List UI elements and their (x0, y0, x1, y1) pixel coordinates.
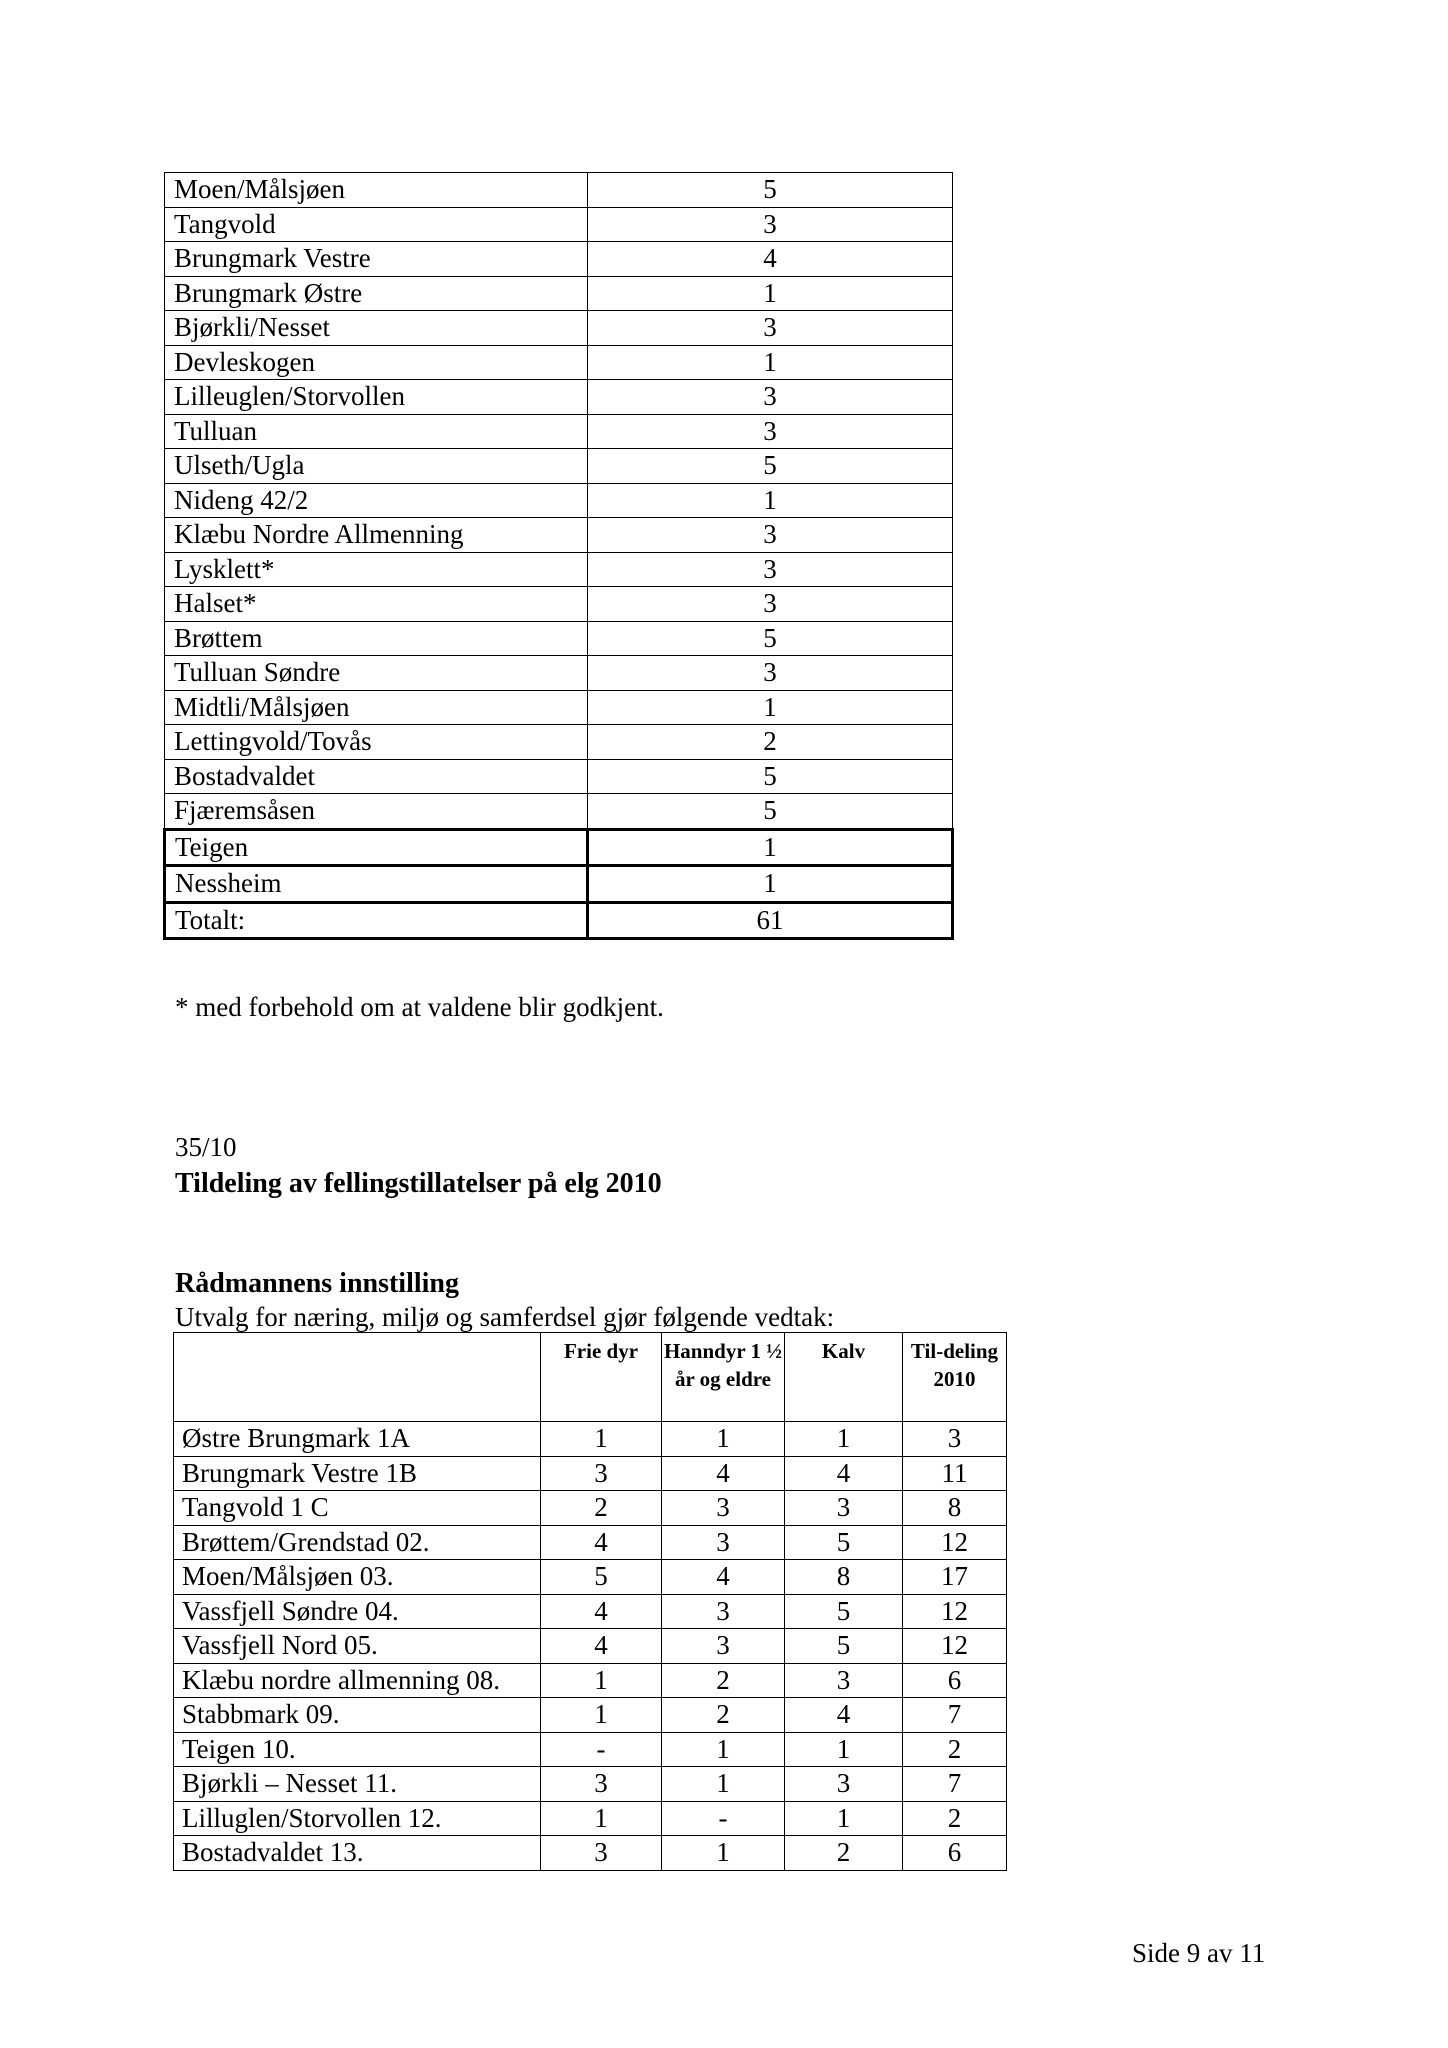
table-row (165, 587, 953, 622)
case-number: 35/10 (175, 1132, 237, 1162)
table-row (165, 276, 953, 311)
area-name-cell: Lilluglen/Storvollen 12. (174, 1801, 541, 1836)
area-value-cell: 3 (588, 552, 953, 587)
quota-cell: 7 (903, 1698, 1007, 1733)
table-row (165, 483, 953, 518)
quota-cell: 1 (662, 1836, 785, 1871)
table-row (165, 621, 953, 656)
area-value-cell: 3 (588, 587, 953, 622)
quota-cell: 3 (662, 1491, 785, 1526)
area-name-cell: Vassfjell Søndre 04. (174, 1594, 541, 1629)
quota-cell: 1 (785, 1801, 903, 1836)
area-value-cell: 61 (588, 902, 953, 939)
area-name-cell: Devleskogen (165, 345, 588, 380)
quota-cell: 5 (785, 1525, 903, 1560)
area-value-cell: 3 (588, 656, 953, 691)
quota-cell: 4 (662, 1456, 785, 1491)
area-name-cell: Moen/Målsjøen (165, 173, 588, 208)
quota-cell: 1 (785, 1732, 903, 1767)
quota-cell: 3 (541, 1767, 662, 1802)
hunting-area-table (163, 172, 954, 940)
area-name-cell: Brungmark Østre (165, 276, 588, 311)
quota-cell: 4 (541, 1594, 662, 1629)
quota-cell: 2 (903, 1732, 1007, 1767)
area-value-cell: 5 (588, 449, 953, 484)
table-row (174, 1629, 1007, 1664)
quota-cell: 2 (662, 1698, 785, 1733)
area-value-cell: 3 (588, 518, 953, 553)
area-value-cell: 2 (588, 725, 953, 760)
area-name-cell: Lysklett* (165, 552, 588, 587)
area-name-cell: Tangvold 1 C (174, 1491, 541, 1526)
quota-cell: 4 (662, 1560, 785, 1595)
area-value-cell: 1 (588, 345, 953, 380)
table-row (165, 518, 953, 553)
table-row (174, 1663, 1007, 1698)
area-name-cell: Klæbu nordre allmenning 08. (174, 1663, 541, 1698)
area-name-cell: Lettingvold/Tovås (165, 725, 588, 760)
quota-cell: 11 (903, 1456, 1007, 1491)
quota-cell: 5 (541, 1560, 662, 1595)
quota-cell: 5 (785, 1594, 903, 1629)
area-value-cell: 5 (588, 759, 953, 794)
quota-cell: 1 (541, 1663, 662, 1698)
recommendation-heading: Rådmannens innstilling (175, 1268, 459, 1299)
area-name-cell: Ulseth/Ugla (165, 449, 588, 484)
table-row (165, 173, 953, 208)
area-value-cell: 4 (588, 242, 953, 277)
table-row (165, 552, 953, 587)
quota-cell: 6 (903, 1836, 1007, 1871)
area-name-cell: Brøttem (165, 621, 588, 656)
table-row (165, 345, 953, 380)
area-value-cell: 5 (588, 621, 953, 656)
quota-cell: 3 (785, 1491, 903, 1526)
quota-cell: 3 (541, 1836, 662, 1871)
table-header-row (174, 1333, 1007, 1422)
area-name-cell: Bjørkli/Nesset (165, 311, 588, 346)
area-name-cell: Bostadvaldet 13. (174, 1836, 541, 1871)
table-row (174, 1491, 1007, 1526)
quota-cell: 8 (903, 1491, 1007, 1526)
quota-cell: 3 (785, 1767, 903, 1802)
area-name-cell: Tangvold (165, 207, 588, 242)
quota-cell: 3 (662, 1629, 785, 1664)
quota-cell: 3 (903, 1422, 1007, 1457)
quota-cell: 8 (785, 1560, 903, 1595)
quota-cell: 1 (662, 1422, 785, 1457)
area-name-cell: Klæbu Nordre Allmenning (165, 518, 588, 553)
quota-cell: 3 (541, 1456, 662, 1491)
quota-cell: 4 (785, 1698, 903, 1733)
area-name-cell: Nessheim (165, 866, 588, 903)
table-row (165, 794, 953, 830)
table-row (165, 449, 953, 484)
area-name-cell: Teigen (165, 829, 588, 866)
area-name-cell: Fjæremsåsen (165, 794, 588, 830)
table-row (165, 866, 953, 903)
area-name-cell: Teigen 10. (174, 1732, 541, 1767)
table-row (165, 829, 953, 866)
area-value-cell: 3 (588, 311, 953, 346)
column-header (174, 1333, 541, 1422)
area-name-cell: Stabbmark 09. (174, 1698, 541, 1733)
area-name-cell: Nideng 42/2 (165, 483, 588, 518)
area-value-cell: 3 (588, 414, 953, 449)
table-row (165, 759, 953, 794)
quota-cell: 2 (662, 1663, 785, 1698)
quota-cell: 1 (541, 1422, 662, 1457)
table-row (174, 1560, 1007, 1595)
area-value-cell: 1 (588, 866, 953, 903)
area-name-cell: Tulluan (165, 414, 588, 449)
area-value-cell: 3 (588, 380, 953, 415)
case-title: Tildeling av fellingstillatelser på elg 2010 (175, 1168, 662, 1199)
quota-cell: 3 (662, 1594, 785, 1629)
quota-cell: 12 (903, 1525, 1007, 1560)
quota-cell: 4 (785, 1456, 903, 1491)
quota-cell: 1 (541, 1698, 662, 1733)
area-name-cell: Moen/Målsjøen 03. (174, 1560, 541, 1595)
area-value-cell: 1 (588, 276, 953, 311)
table-row (174, 1767, 1007, 1802)
quota-cell: 2 (903, 1801, 1007, 1836)
table-row (165, 207, 953, 242)
recommendation-text: Utvalg for næring, miljø og samferdsel gjør følgende vedtak: (175, 1302, 835, 1332)
quota-cell: - (541, 1732, 662, 1767)
quota-cell: 3 (662, 1525, 785, 1560)
area-name-cell: Tulluan Søndre (165, 656, 588, 691)
quota-cell: 4 (541, 1629, 662, 1664)
area-name-cell: Brungmark Vestre 1B (174, 1456, 541, 1491)
area-name-cell: Brungmark Vestre (165, 242, 588, 277)
table-row (174, 1422, 1007, 1457)
quota-cell: 1 (662, 1732, 785, 1767)
column-header: Kalv (785, 1333, 903, 1422)
area-value-cell: 5 (588, 173, 953, 208)
table-row (165, 311, 953, 346)
quota-cell: 4 (541, 1525, 662, 1560)
area-value-cell: 1 (588, 690, 953, 725)
quota-cell: 1 (541, 1801, 662, 1836)
allocation-table (173, 1332, 1007, 1871)
quota-cell: - (662, 1801, 785, 1836)
table-row (165, 656, 953, 691)
table-row (174, 1525, 1007, 1560)
area-value-cell: 3 (588, 207, 953, 242)
table-row (174, 1801, 1007, 1836)
area-name-cell: Vassfjell Nord 05. (174, 1629, 541, 1664)
area-name-cell: Halset* (165, 587, 588, 622)
quota-cell: 12 (903, 1594, 1007, 1629)
column-header: Hanndyr 1 ½ år og eldre (662, 1333, 785, 1422)
area-name-cell: Midtli/Målsjøen (165, 690, 588, 725)
area-name-cell: Brøttem/Grendstad 02. (174, 1525, 541, 1560)
area-name-cell: Østre Brungmark 1A (174, 1422, 541, 1457)
quota-cell: 12 (903, 1629, 1007, 1664)
quota-cell: 2 (785, 1836, 903, 1871)
table-row (165, 380, 953, 415)
column-header: Til-deling 2010 (903, 1333, 1007, 1422)
area-value-cell: 5 (588, 794, 953, 830)
quota-cell: 17 (903, 1560, 1007, 1595)
table-row (165, 690, 953, 725)
column-header: Frie dyr (541, 1333, 662, 1422)
table-row (174, 1732, 1007, 1767)
area-value-cell: 1 (588, 483, 953, 518)
footnote: * med forbehold om at valdene blir godkjent. (175, 992, 664, 1022)
quota-cell: 1 (662, 1767, 785, 1802)
table-row (174, 1698, 1007, 1733)
quota-cell: 7 (903, 1767, 1007, 1802)
table-row (174, 1836, 1007, 1871)
quota-cell: 2 (541, 1491, 662, 1526)
table-row (165, 902, 953, 939)
quota-cell: 6 (903, 1663, 1007, 1698)
quota-cell: 3 (785, 1663, 903, 1698)
table-row (165, 242, 953, 277)
table-row (165, 414, 953, 449)
table-row (165, 725, 953, 760)
area-name-cell: Bostadvaldet (165, 759, 588, 794)
area-name-cell: Bjørkli – Nesset 11. (174, 1767, 541, 1802)
area-value-cell: 1 (588, 829, 953, 866)
table-row (174, 1456, 1007, 1491)
quota-cell: 1 (785, 1422, 903, 1457)
table-row (174, 1594, 1007, 1629)
area-name-cell: Lilleuglen/Storvollen (165, 380, 588, 415)
page-number: Side 9 av 11 (1132, 1938, 1266, 1968)
quota-cell: 5 (785, 1629, 903, 1664)
area-name-cell: Totalt: (165, 902, 588, 939)
